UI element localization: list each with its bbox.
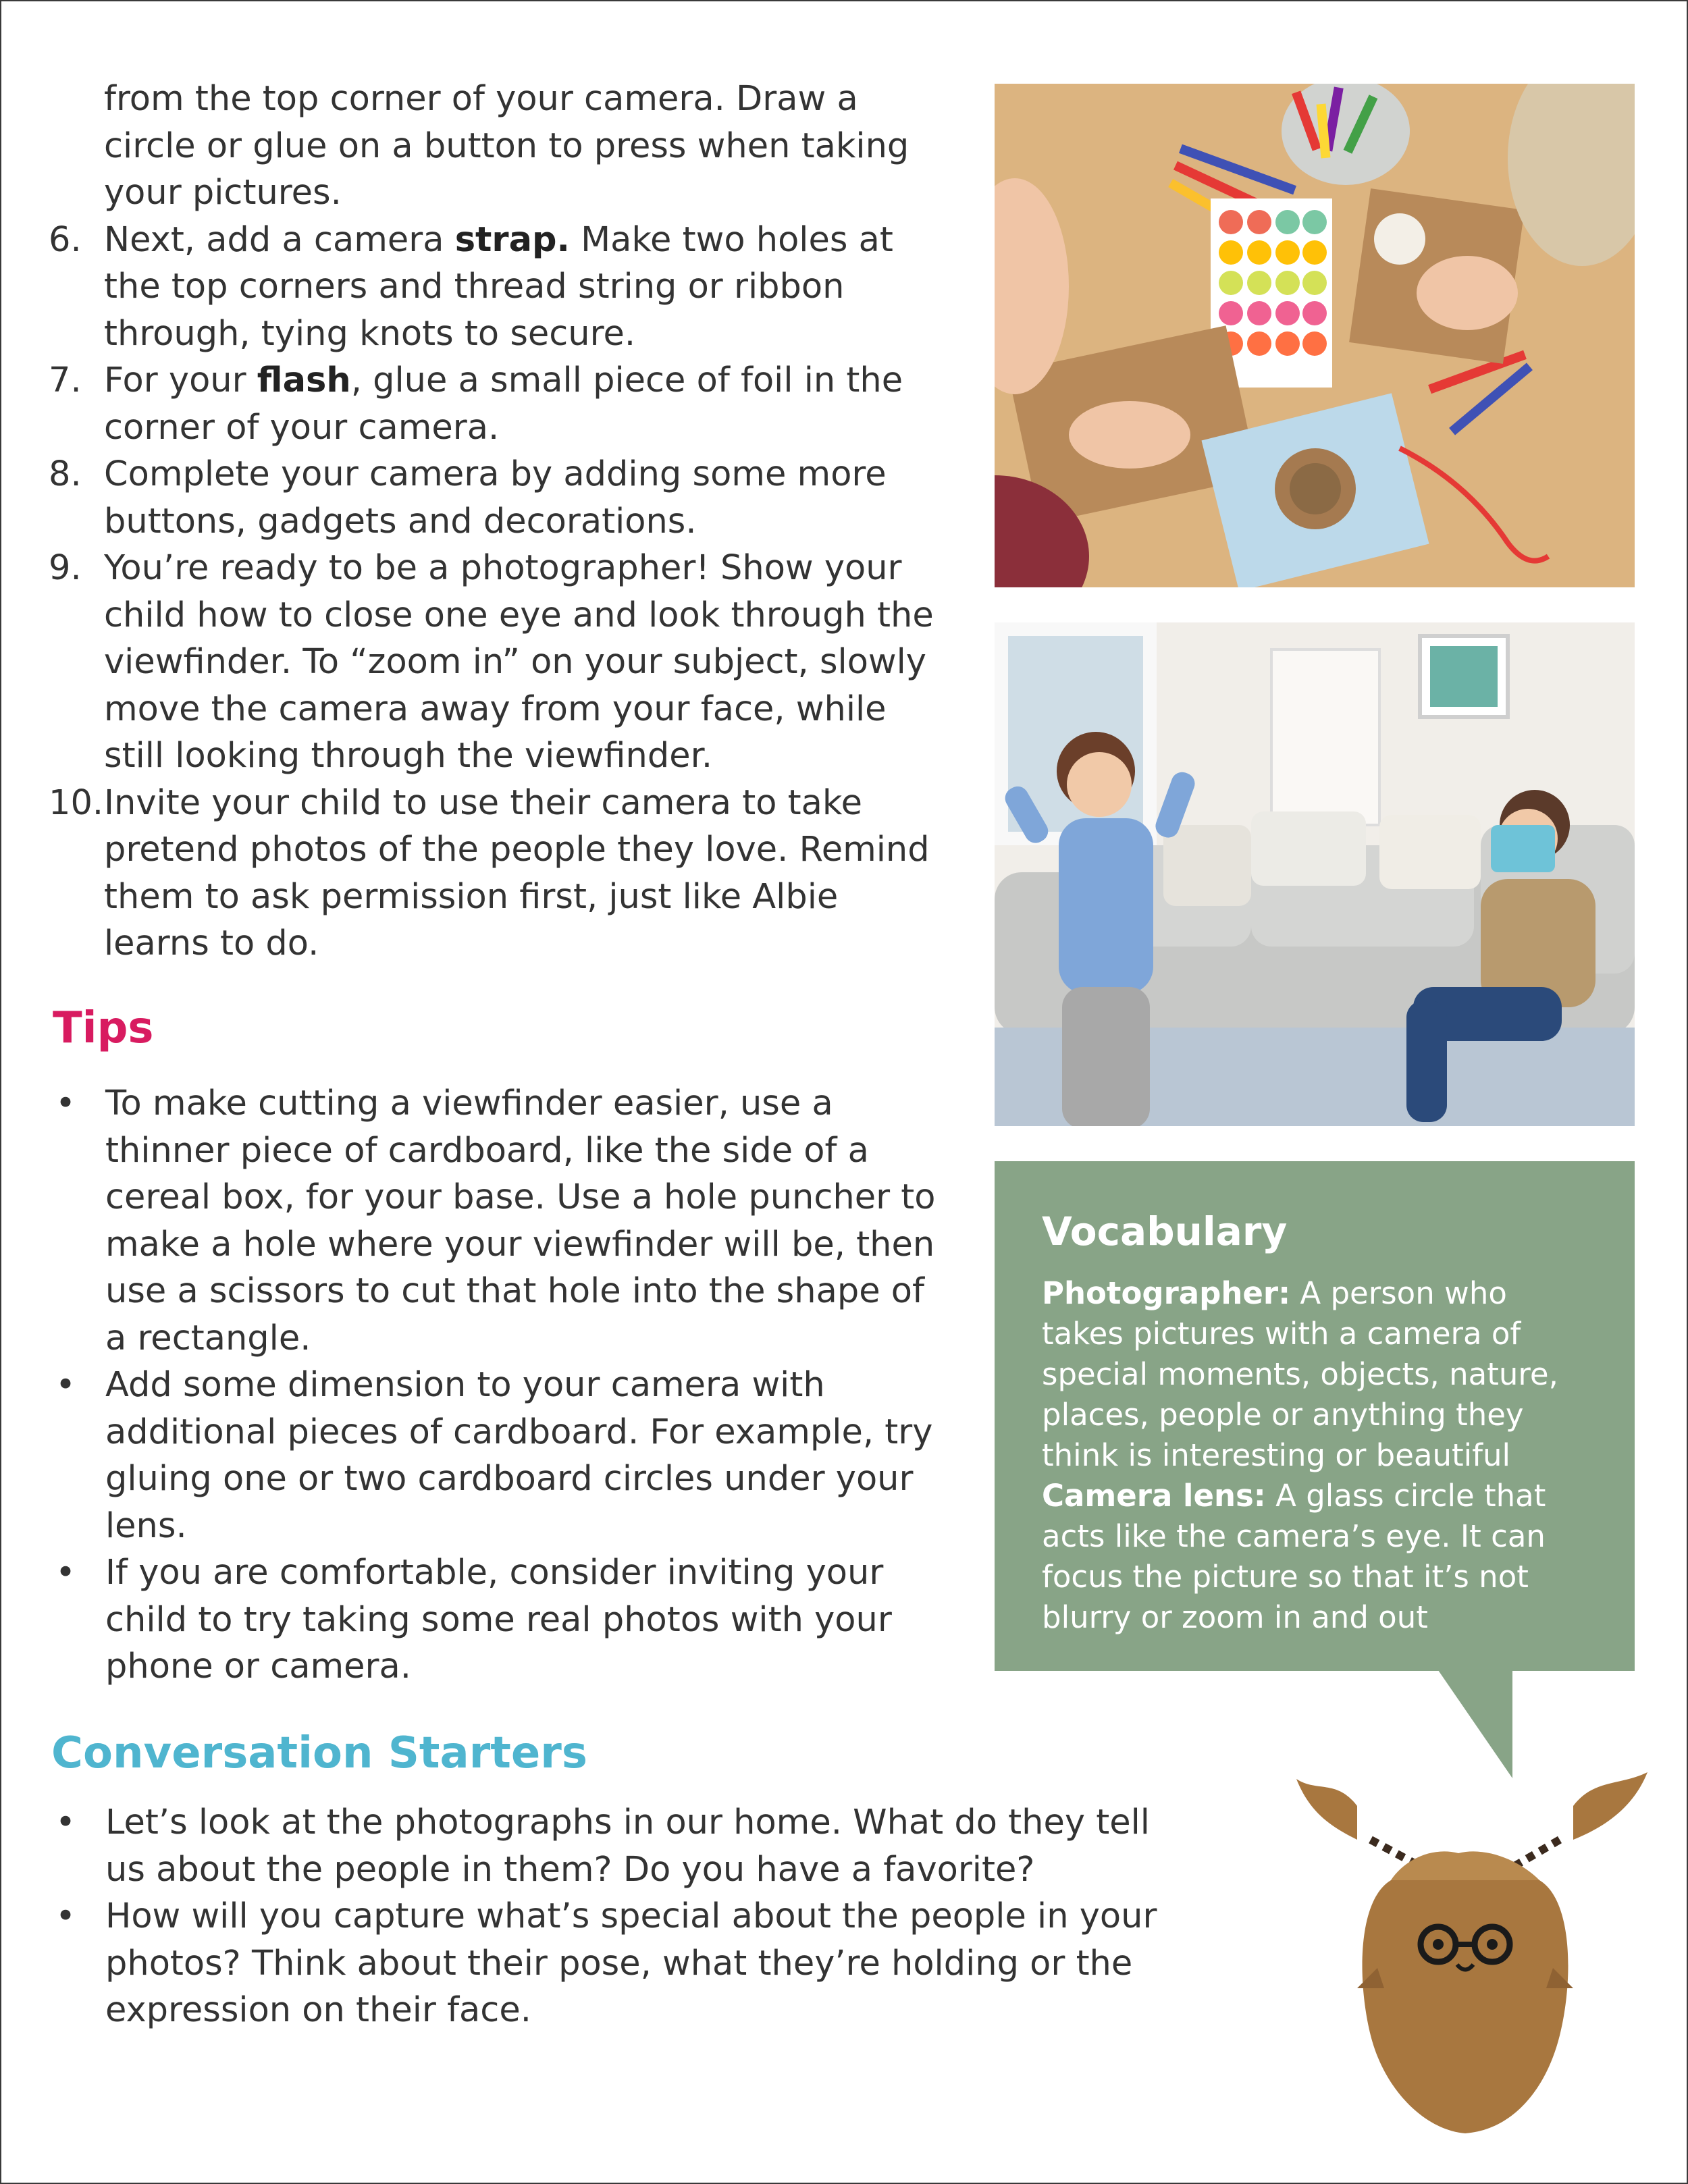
tip-text: If you are comfortable, consider inviting your child to try taking some real photos with your phone or camera.: [105, 1553, 892, 1686]
conversation-list: [49, 1799, 1183, 2034]
tip-text: To make cutting a viewfinder easier, use a thinner piece of cardboard, like the side of a cereal box, for your base. Use a hole puncher to make a hole where your viewfinder will be, then use a scissors to cut that hole into the shape of a rectangle.: [105, 1084, 936, 1358]
tip-text: Add some dimension to your camera with additional pieces of cardboard. For example, try gluing one or two cardboard circles under your lens.: [105, 1365, 933, 1546]
step-keyword: strap.: [454, 219, 570, 260]
list-item: [49, 451, 953, 545]
list-item: [49, 1893, 1183, 2034]
living-room-illustration: [995, 622, 1635, 1126]
list-item: [49, 780, 953, 967]
vocab-term: Photographer:: [1042, 1275, 1291, 1311]
list-item: [49, 1799, 1183, 1893]
conversation-text: Let’s look at the photographs in our home. What do they tell us about the people in them? Do you have a favorite?: [105, 1803, 1150, 1890]
vocabulary-definitions: [1042, 1273, 1595, 1638]
step-text: For your: [104, 361, 257, 400]
step-text: from the top corner of your camera. Draw a circle or glue on a button to press when taking your pictures.: [104, 79, 909, 213]
step-text: Invite your child to use their camera to take pretend photos of the people they love. Remind them to ask permission first, just like Albie learns to do.: [104, 782, 930, 963]
list-item: [49, 545, 953, 780]
tips-heading: Tips: [53, 1003, 154, 1053]
step-text: Make two holes at the top corners and thread string or ribbon through, tying knots to secure.: [104, 219, 893, 354]
list-item: [49, 1549, 953, 1690]
step-text: , glue a small piece of foil in the corner of your camera.: [104, 361, 903, 448]
bullet-icon: •: [55, 1803, 76, 1842]
vocab-term: Camera lens:: [1042, 1478, 1266, 1514]
list-item: [49, 217, 953, 358]
vocabulary-box: [995, 1161, 1635, 1671]
steps-list: [49, 76, 953, 967]
albie-mascot-image: [1256, 1765, 1674, 2143]
craft-table-illustration: [995, 84, 1635, 587]
step-number: 6.: [49, 219, 82, 260]
step-number: 10.: [49, 782, 104, 823]
list-item: [49, 357, 953, 451]
conversation-heading: Conversation Starters: [51, 1728, 587, 1778]
bullet-icon: •: [55, 1084, 76, 1123]
list-item: [49, 1080, 953, 1362]
vocab-definition: A person who takes pictures with a camera of special moments, objects, nature, places, people or anything they think is interesting or beautiful: [1042, 1275, 1558, 1473]
list-item: [49, 1362, 953, 1549]
craft-table-photo: [995, 84, 1635, 587]
bullet-icon: •: [55, 1365, 76, 1405]
vocab-definition: A glass circle that acts like the camera’s eye. It can focus the picture so that it’s not blurry or zoom in and out: [1042, 1478, 1546, 1635]
step-number: 7.: [49, 361, 82, 400]
vocabulary-heading: Vocabulary: [1042, 1208, 1288, 1254]
step-text: You’re ready to be a photographer! Show your child how to close one eye and look through the viewfinder. To “zoom in” on your subject, slowly move the camera away from your face, while still looking through the viewfinder.: [104, 548, 934, 776]
albie-illustration: [1256, 1765, 1674, 2143]
step-number: 9.: [49, 548, 82, 588]
step-text: Complete your camera by adding some more buttons, gadgets and decorations.: [104, 454, 887, 541]
step-keyword: flash: [257, 361, 351, 400]
step-number: 8.: [49, 454, 82, 494]
conversation-text: How will you capture what’s special about the people in your photos? Think about their pose, what they’re holding or the expression on their face.: [105, 1896, 1157, 2030]
tips-list: [49, 1080, 953, 1690]
bullet-icon: •: [55, 1896, 76, 1936]
bullet-icon: •: [55, 1553, 76, 1593]
speech-pointer: [1438, 1670, 1512, 1778]
step-text: Next, add a camera: [104, 219, 455, 260]
living-room-photo: [995, 622, 1635, 1126]
list-item: [49, 76, 953, 217]
